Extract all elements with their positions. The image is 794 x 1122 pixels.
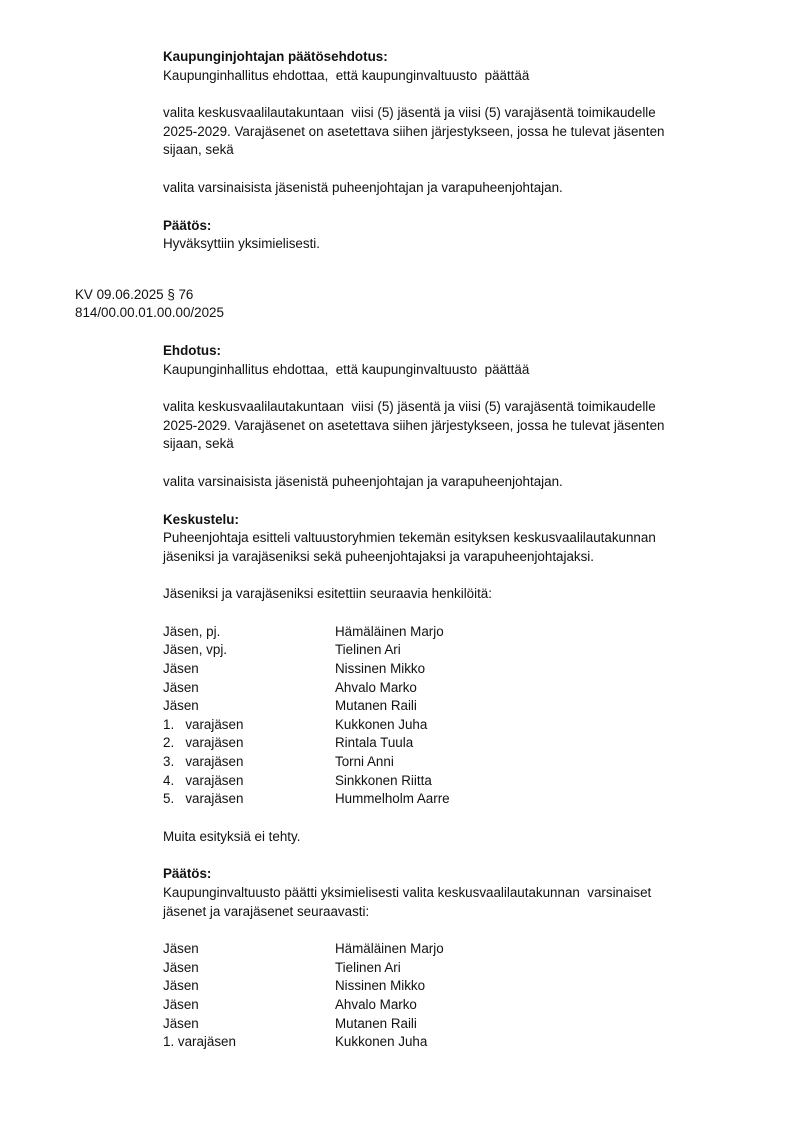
nominee-list-intro-block (163, 585, 754, 604)
nominee-name: Kukkonen Juha (335, 716, 428, 732)
final-decision-heading: Päätös: (163, 866, 212, 882)
body-line: 2025-2029. Varajäsenet on asetettava siihen järjestykseen, jossa he tulevat jäsenten (163, 123, 665, 139)
body-line: valita varsinaisista jäsenistä puheenjohtajan ja varapuheenjohtajan. (163, 473, 563, 489)
discussion-block (163, 511, 754, 567)
member-name: Hämäläinen Marjo (335, 941, 444, 957)
nominee-name: Rintala Tuula (335, 735, 414, 751)
nominee-role: Jäsen, pj. (163, 623, 221, 639)
member-row (163, 959, 754, 978)
council-proposal-body-2 (163, 473, 754, 492)
final-decision-line: Kaupunginvaltuusto päätti yksimielisesti valita keskusvaalilautakunnan varsinaiset (163, 885, 652, 900)
member-name: Kukkonen Juha (335, 1034, 428, 1050)
nominee-name: Hummelholm Aarre (335, 791, 450, 807)
body-line: valita varsinaisista jäsenistä puheenjohtajan ja varapuheenjohtajan. (163, 179, 563, 195)
discussion-heading: Keskustelu: (163, 511, 239, 527)
nominee-row (163, 679, 754, 698)
nominee-name: Mutanen Raili (335, 698, 417, 714)
discussion-line: Puheenjohtaja esitteli valtuustoryhmien tekemän esityksen keskusvaalilautakunnan (163, 530, 656, 546)
section-discussion (75, 511, 754, 847)
case-reference: KV 09.06.2025 § 76 (75, 286, 194, 302)
member-role: 1. varajäsen (163, 1034, 236, 1050)
member-row (163, 1015, 754, 1034)
section-final-decision (75, 865, 754, 1051)
final-decision-block (163, 865, 754, 921)
nominee-role: Jäsen, vpj. (163, 642, 228, 658)
nominee-row (163, 790, 754, 809)
section-mayor-proposal (75, 48, 754, 254)
body-line: valita keskusvaalilautakuntaan viisi (5) jäsentä ja viisi (5) varajäsentä toimikaudelle (163, 399, 656, 415)
council-proposal-heading: Ehdotus: (163, 342, 222, 358)
nominee-name: Tielinen Ari (335, 642, 401, 658)
mayor-proposal-body-2 (163, 179, 754, 198)
nominee-row (163, 734, 754, 753)
nominee-role: 3. varajäsen (163, 754, 244, 770)
nominee-row (163, 697, 754, 716)
member-row (163, 940, 754, 959)
board-decision-heading: Päätös: (163, 217, 212, 233)
member-row (163, 977, 754, 996)
nominee-row (163, 753, 754, 772)
body-line: 2025-2029. Varajäsenet on asetettava siihen järjestykseen, jossa he tulevat jäsenten (163, 417, 665, 433)
board-decision-text: Hyväksyttiin yksimielisesti. (163, 236, 320, 252)
no-other-proposals-text: Muita esityksiä ei tehty. (163, 828, 301, 844)
nominee-name: Torni Anni (335, 754, 394, 770)
mayor-proposal-body (163, 104, 754, 160)
nominee-role: 1. varajäsen (163, 716, 244, 732)
final-decision-line: jäsenet ja varajäsenet seuraavasti: (163, 903, 370, 919)
member-name: Ahvalo Marko (335, 996, 417, 1012)
discussion-line: jäseniksi ja varajäseniksi sekä puheenjohtajaksi ja varapuheenjohtajaksi. (163, 548, 594, 564)
nominee-role: Jäsen (163, 679, 199, 695)
council-proposal-body (163, 398, 754, 454)
nominee-row (163, 641, 754, 660)
nominee-row (163, 660, 754, 679)
body-line: sijaan, sekä (163, 436, 234, 452)
nominee-name: Ahvalo Marko (335, 679, 417, 695)
member-row (163, 996, 754, 1015)
nominee-role: Jäsen (163, 698, 199, 714)
member-role: Jäsen (163, 996, 199, 1012)
body-line: sijaan, sekä (163, 142, 234, 158)
mayor-proposal-intro: Kaupunginhallitus ehdottaa, että kaupunginvaltuusto päättää (163, 67, 530, 83)
nominee-list (163, 623, 754, 809)
mayor-proposal-heading: Kaupunginjohtajan päätösehdotus: (163, 49, 388, 64)
body-line: valita keskusvaalilautakuntaan viisi (5) jäsentä ja viisi (5) varajäsentä toimikaudelle (163, 105, 656, 121)
diary-number: 814/00.00.01.00.00/2025 (75, 305, 224, 321)
mayor-proposal-header-block (163, 48, 754, 85)
nominee-list-intro: Jäseniksi ja varajäseniksi esitettiin seuraavia henkilöitä: (163, 586, 492, 602)
board-decision-block (163, 217, 754, 254)
member-list (163, 940, 754, 1052)
nominee-row (163, 623, 754, 642)
member-role: Jäsen (163, 941, 199, 957)
member-name: Mutanen Raili (335, 1015, 417, 1031)
nominee-row (163, 716, 754, 735)
member-role: Jäsen (163, 1015, 199, 1031)
nominee-name: Nissinen Mikko (335, 661, 426, 677)
nominee-name: Hämäläinen Marjo (335, 623, 444, 639)
nominee-role: 4. varajäsen (163, 772, 244, 788)
nominee-role: 2. varajäsen (163, 735, 244, 751)
no-other-proposals-block (163, 828, 754, 847)
member-name: Tielinen Ari (335, 959, 401, 975)
nominee-row (163, 772, 754, 791)
section-council-item (75, 286, 754, 492)
nominee-role: Jäsen (163, 661, 199, 677)
council-proposal-header-block (163, 342, 754, 379)
member-name: Nissinen Mikko (335, 978, 426, 994)
nominee-name: Sinkkonen Riitta (335, 772, 432, 788)
council-proposal-intro: Kaupunginhallitus ehdottaa, että kaupunginvaltuusto päättää (163, 361, 530, 377)
member-row (163, 1033, 754, 1052)
member-role: Jäsen (163, 959, 199, 975)
case-reference-block (75, 286, 754, 323)
nominee-role: 5. varajäsen (163, 791, 244, 807)
member-role: Jäsen (163, 978, 199, 994)
